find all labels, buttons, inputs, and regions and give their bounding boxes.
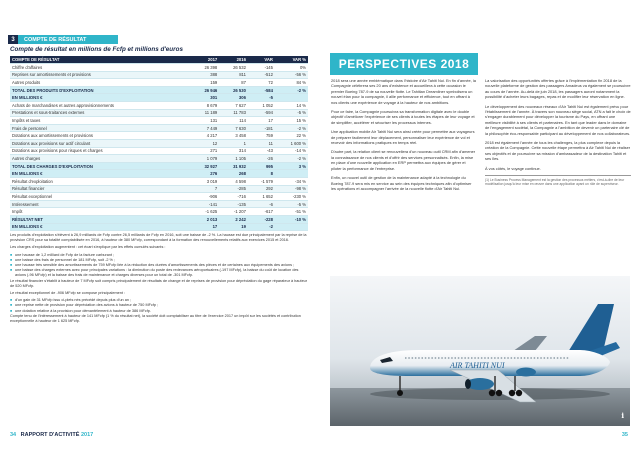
table-cell: 271: [191, 147, 220, 155]
paragraph: 2018 est également l'année de tous les challenges, la plus complexe depuis la création de la Compagnie. Cette nouvelle étape permettra à Air Tahiti Nui de réaliser ses objectifs et de poursuivre sa mission d'ambassadeur de la destination Tahiti et ses îles.: [485, 140, 631, 162]
paragraph: À vos côtés, le voyage continue.: [485, 165, 541, 171]
table-cell: Résultat financier: [10, 185, 191, 193]
table-cell: -285: [219, 185, 248, 193]
table-row: [10, 215, 308, 223]
perspectives-banner: PERSPECTIVES 2018: [330, 53, 478, 75]
text-column-1: [331, 78, 477, 195]
report-name: RAPPORT D'ACTIVITÉ: [20, 432, 80, 438]
table-cell: -141: [191, 200, 220, 208]
table-cell: EN MILLIONS €: [10, 94, 191, 102]
table-cell: 276: [191, 170, 220, 178]
table-cell: -2: [248, 223, 275, 231]
table-cell: 26 530: [219, 86, 248, 94]
table-cell: -14 %: [275, 147, 308, 155]
table-header-cell: VAR %: [275, 56, 308, 64]
table-cell: 72: [248, 79, 275, 87]
table-cell: 26 946: [191, 86, 220, 94]
table-cell: -1 579: [248, 178, 275, 186]
table-row: [10, 86, 308, 94]
table-cell: -5 %: [275, 200, 308, 208]
table-cell: 22 %: [275, 132, 308, 140]
table-cell: [275, 223, 308, 231]
paragraph: Les charges d'exploitation augmentent : cet écart s'explique par les effets cumulés suivants :: [10, 245, 166, 250]
table-cell: -1 207: [219, 208, 248, 216]
paragraph: Le résultat exceptionnel de -906 MFcfp se compose principalement :: [10, 291, 126, 296]
page-number-left: 34: [10, 432, 17, 438]
table-cell: TOTAL DES CHARGES D'EXPLOITATION: [10, 162, 191, 170]
table-row: [10, 162, 308, 170]
table-row: [10, 147, 308, 155]
table-cell: Impôt: [10, 208, 191, 216]
table-row: [10, 170, 308, 178]
table-cell: Achats de marchandises et autres approvisionnements: [10, 102, 191, 110]
table-cell: 2 242: [219, 215, 248, 223]
table-row: [10, 208, 308, 216]
table-cell: 14 %: [275, 102, 308, 110]
table-cell: Reprises sur amortissements et provisions: [10, 71, 191, 79]
table-cell: 7 449: [191, 124, 220, 132]
table-cell: Autres charges: [10, 155, 191, 163]
table-cell: -230 %: [275, 193, 308, 201]
table-cell: 17: [191, 223, 220, 231]
table-cell: 131: [191, 117, 220, 125]
table-cell: 11: [248, 140, 275, 148]
table-cell: -1 625: [191, 208, 220, 216]
bullet-item: ■ une baisse des charges externes avec pour principales variations : la diminution du poste des redevances aéroportuaires (-197 MFcfp), la baisse du coût de location des avions (-96 MFcfp) et la baisse des frais de maintenance et charges diverses pour un total de -301 MFcfp.: [10, 268, 308, 278]
table-header-cell: 2017: [191, 56, 220, 64]
table-row: [10, 223, 308, 231]
table-cell: 84 %: [275, 79, 308, 87]
table-cell: -5: [248, 94, 275, 102]
table-cell: -181: [248, 124, 275, 132]
section-header: [8, 35, 118, 44]
table-row: [10, 94, 308, 102]
bullet-item: ■ une dotation relative à la provision pour démantèlement à hauteur de 386 MFcfp.: [10, 309, 308, 314]
table-row: [10, 155, 308, 163]
table-cell: 995: [248, 162, 275, 170]
table-cell: -10 %: [275, 215, 308, 223]
table-cell: 301: [191, 94, 220, 102]
text-column-2: [485, 78, 631, 187]
table-cell: 8 679: [191, 102, 220, 110]
paragraph: Enfin, un nouvel outil de gestion de la maintenance adapté à la technologie du Boeing 787-9 sera mis en service au sein des équipes techniques afin d'optimiser les opérations et accompagner l'arrivée de la nouvelle flotte d'Air Tahiti Nui.: [331, 175, 472, 191]
section-title: COMPTE DE RÉSULTAT: [18, 35, 118, 44]
table-cell: 1 079: [191, 155, 220, 163]
table-row: [10, 102, 308, 110]
table-cell: 314: [219, 147, 248, 155]
table-cell: -2 %: [275, 155, 308, 163]
table-cell: Dotations aux provisions pour risques et charges: [10, 147, 191, 155]
table-cell: 7: [191, 185, 220, 193]
table-cell: 7 630: [219, 124, 248, 132]
table-cell: Impôts et taxes: [10, 117, 191, 125]
table-cell: 26 398: [191, 64, 220, 72]
table-header-cell: VAR: [248, 56, 275, 64]
table-cell: 26 532: [219, 64, 248, 72]
bullet-item: ■ une hausse très sensible des amortissements de 759 MFcfp liée à la réduction des durées d'amortissements des pièces et de certaines aux équipements des avions ;: [10, 263, 308, 268]
table-cell: [275, 94, 308, 102]
table-cell: -906: [191, 193, 220, 201]
table-cell: 87: [219, 79, 248, 87]
table-cell: RÉSULTAT NET: [10, 215, 191, 223]
table-cell: 3 %: [275, 162, 308, 170]
paragraph: Le résultat financier s'établit à hauteur de 7 MFcfp soit compris principalement de résultats de change et de reprises de provision pour dépréciation du gage réparateur à hauteur de 520 MFcfp.: [10, 278, 308, 288]
paragraph: 2018 sera une année emblématique dans l'histoire d'Air Tahiti Nui. En fin d'année, la Compagnie célébrera ses 20 ans d'existence et accueillera à cette occasion le premier Boeing 787-9 de sa nouvelle flotte. Le Tahitian Dreamliner symbolisera un nouvel élan pour la compagnie, il allie performance et efficience, tout en offrant à nos clients une expérience de voyage à la hauteur de nos ambitions.: [331, 78, 476, 105]
table-cell: EN MILLIONS €: [10, 170, 191, 178]
paragraph: La valorisation des opportunités offertes grâce à l'implémentation fin 2018 de la nouvelle plateforme de gestion des passagers Amadeus va également se poursuivre au cours de l'année. Au-delà de juin 2018, les passagers auront notamment la possibilité d'acheter leurs bagages, repas et de modifier leur réservation en ligne.: [485, 78, 631, 100]
table-cell: 306: [219, 94, 248, 102]
table-header-row: [10, 56, 308, 64]
table-cell: -26: [248, 155, 275, 163]
table-cell: -56 %: [275, 71, 308, 79]
paragraph: Une application mobile Air Tahiti Nui sera ainsi créée pour permettre aux voyageurs de préparer facilement leur déplacement, personnaliser leur expérience de vol et recevoir des informations pratiques en temps réel.: [331, 129, 475, 146]
table-cell: 2 013: [191, 215, 220, 223]
bullet-item: ■ une baisse des frais de personnel de 181 MFcfp, soit -2 % ;: [10, 258, 308, 263]
table-row: [10, 79, 308, 87]
table-header-cell: 2016: [219, 56, 248, 64]
table-cell: -716: [219, 193, 248, 201]
table-row: [10, 117, 308, 125]
table-cell: 11 783: [219, 109, 248, 117]
paragraph: Le développement des nouveaux réseaux d'Air Tahiti Nui est également prévu pour l'établissement de l'année. À travers son nouveau siège social, ATN a fait le choix de s'engager durablement pour développer la tourisme du Pays, en offrant une meilleure visibilité à ses clients et partenaires. En tant que leader dans le domaine de l'engagement sociétal, la Compagnie a l'ambition de devenir un partenaire clé de la philosophie éco-responsable participant au développement de nos collaborateurs.: [485, 103, 631, 136]
table-cell: 3 458: [219, 132, 248, 140]
table-cell: 4 217: [191, 132, 220, 140]
table-cell: 15 %: [275, 117, 308, 125]
table-cell: 292: [248, 185, 275, 193]
table-row: [10, 109, 308, 117]
table-cell: -145: [248, 64, 275, 72]
table-cell: Autres produits: [10, 79, 191, 87]
table-cell: -5 %: [275, 109, 308, 117]
table-subtitle: Compte de résultat en millions de Fcfp et millions d'euros: [10, 46, 183, 53]
footer-left: [10, 432, 93, 438]
table-cell: 31 932: [219, 162, 248, 170]
table-cell: 811: [219, 71, 248, 79]
table-cell: 1 105: [219, 155, 248, 163]
table-cell: Résultat exceptionnel: [10, 193, 191, 201]
table-cell: 7 627: [219, 102, 248, 110]
table-cell: -6: [248, 200, 275, 208]
bullet-item: ■ une hausse de 1,2 milliard de Fcfp de la facture carburant ;: [10, 253, 308, 258]
table-row: [10, 71, 308, 79]
table-cell: 0%: [275, 64, 308, 72]
table-row: [10, 193, 308, 201]
table-cell: 19: [219, 223, 248, 231]
table-cell: 759: [248, 132, 275, 140]
table-cell: -2 %: [275, 124, 308, 132]
table-cell: 1: [219, 140, 248, 148]
table-cell: Résultat d'exploitation: [10, 178, 191, 186]
table-cell: 114: [219, 117, 248, 125]
table-cell: Dotations aux provisions sur actif circulant: [10, 140, 191, 148]
page-number-right: 35: [621, 432, 628, 438]
income-statement-table: [10, 56, 308, 231]
bullet-item: ■ une reprise nette de provision pour dépréciation des avions à hauteur de 750 MFcfp ;: [10, 303, 308, 308]
paragraph: Les produits d'exploitation s'élèvent à 26,9 milliards de Fcfp contre 26,5 milliards de Fcfp en 2016, soit une baisse de -2 %. La hausse est due principalement par la reprise de la provision CRS pour sa totalité comptabilisée en 2016, à hauteur de 380 MFcfp, correspondant à la formation des renouvellements relatifs aux exercices 2015 et 2016.: [10, 233, 307, 243]
table-cell: Prestations et sous-traitances externes: [10, 109, 191, 117]
table-cell: -594: [248, 109, 275, 117]
table-cell: 268: [219, 170, 248, 178]
right-page: [319, 0, 638, 452]
table-cell: EN MILLIONS €: [10, 223, 191, 231]
table-cell: 11 189: [191, 109, 220, 117]
table-cell: Intéressement: [10, 200, 191, 208]
table-cell: 8: [248, 170, 275, 178]
table-cell: -135: [219, 200, 248, 208]
table-cell: 3 019: [191, 178, 220, 186]
airplane-photo: [330, 276, 630, 426]
table-row: [10, 132, 308, 140]
table-cell: Chiffre d'affaires: [10, 64, 191, 72]
table-row: [10, 185, 308, 193]
airplane-brand-text: AIR TAHITI NUI: [450, 361, 505, 370]
table-cell: [275, 170, 308, 178]
airplane-illustration: [330, 276, 630, 426]
bullet-item: ■ d'un gain de 31 MFcfp issu ci-plets nés précédé depuis plus d'un an ;: [10, 298, 308, 303]
paragraph: D'autre part, la relation client se renouvellera d'un nouveau outil CRM afin d'amener la connaissance de nos clients et d'offrir des services personnalisés. Enfin, la mise en place d'une nouvelle application en ERP permettra aux équipes de gérer et piloter la performance de l'entreprise.: [331, 149, 476, 171]
table-cell: -43: [248, 147, 275, 155]
table-cell: -2 %: [275, 86, 308, 94]
table-row: [10, 64, 308, 72]
table-header-cell: COMPTE DE RÉSULTAT: [10, 56, 191, 64]
table-cell: -34 %: [275, 178, 308, 186]
table-cell: 12: [191, 140, 220, 148]
table-row: [10, 124, 308, 132]
table-cell: 17: [248, 117, 275, 125]
table-cell: -512: [248, 71, 275, 79]
report-year: 2017: [80, 432, 94, 438]
section-number: 3: [8, 35, 18, 44]
table-row: [10, 140, 308, 148]
footnote: (1) Le Business Process Management est la gestion des processus métiers, c'est-à-dire de leur modélisation jusqu'à leur mise en œuvre dans une application ayant un rôle de superviseur.: [485, 175, 631, 187]
table-cell: 388: [191, 71, 220, 79]
info-icon: i: [621, 411, 624, 420]
body-text-left: [10, 233, 308, 326]
table-cell: -584: [248, 86, 275, 94]
paragraph: Pour ce faire, la Compagnie poursuivra sa transformation digitale avec le double objectif d'améliorer l'expérience de ses clients à toutes les étapes de leur voyage et de simplifier, accélérer et sécuriser les processus internes.: [331, 109, 475, 125]
table-cell: TOTAL DES PRODUITS D'EXPLOITATION: [10, 86, 191, 94]
table-cell: 1 052: [248, 102, 275, 110]
table-cell: -98 %: [275, 185, 308, 193]
table-row: [10, 200, 308, 208]
table-cell: Frais de personnel: [10, 124, 191, 132]
table-cell: -51 %: [275, 208, 308, 216]
paragraph: Compte tenu de l'intéressement à hauteur de 141 MFcfp (1 % du résultat net), la société doit comptabiliser au titre de l'exercice 2017 un impôt sur les sociétés et contribution exceptionnelle à hauteur de 1 625 MFcfp.: [10, 313, 301, 324]
table-cell: -617: [248, 208, 275, 216]
table-cell: 1 600 %: [275, 140, 308, 148]
bullet-list: [10, 253, 308, 279]
table-cell: -228: [248, 215, 275, 223]
table-cell: 4 598: [219, 178, 248, 186]
table-row: [10, 178, 308, 186]
bullet-list: [10, 298, 308, 314]
table-cell: 159: [191, 79, 220, 87]
table-cell: 1 652: [248, 193, 275, 201]
table-cell: Dotations aux amortissements et provisions: [10, 132, 191, 140]
table-cell: 32 927: [191, 162, 220, 170]
